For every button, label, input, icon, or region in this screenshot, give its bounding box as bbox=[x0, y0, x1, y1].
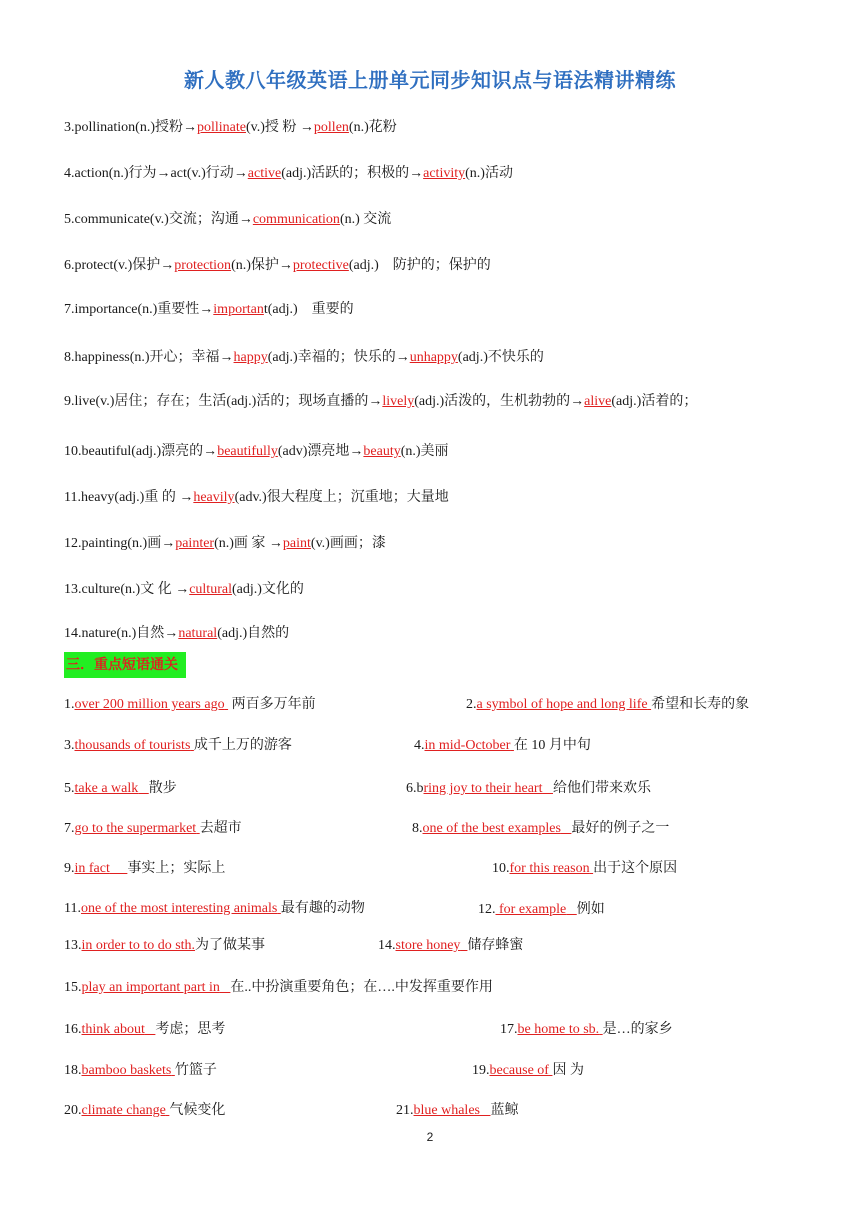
phrase-number: 20. bbox=[64, 1103, 82, 1118]
phrase-english bbox=[75, 861, 128, 876]
phrase-number: 2. bbox=[466, 697, 477, 712]
phrase-english bbox=[75, 781, 149, 796]
phrase-english bbox=[396, 938, 468, 953]
word-form-line bbox=[64, 390, 697, 410]
word-form-text: (n.)画 家 → bbox=[214, 536, 283, 551]
phrase-chinese: 去超市 bbox=[199, 821, 242, 836]
derived-word: lively bbox=[382, 394, 415, 409]
phrase-chinese: 最有趣的动物 bbox=[280, 901, 365, 916]
phrase-english-text: because of bbox=[489, 1063, 549, 1078]
word-form-text: (adv)漂亮地→ bbox=[277, 444, 364, 459]
phrase-chinese: 竹篮子 bbox=[174, 1063, 217, 1078]
phrase-number: 1. bbox=[64, 697, 75, 712]
phrase-english bbox=[423, 821, 572, 836]
word-form-text: (n.)美丽 bbox=[400, 444, 449, 459]
word-form-text: (v.)授 粉 → bbox=[246, 120, 314, 135]
phrase-item bbox=[64, 734, 292, 754]
word-form-text: (adj.)自然的 bbox=[217, 626, 290, 641]
word-form-text: (adj.)文化的 bbox=[231, 582, 304, 597]
word-form-text: (v.)画画；漆 bbox=[310, 536, 386, 551]
phrase-item bbox=[64, 934, 265, 954]
phrase-item bbox=[500, 1018, 673, 1038]
phrase-english-text: climate change bbox=[81, 1103, 166, 1118]
phrase-item bbox=[378, 934, 523, 954]
phrase-number: 18. bbox=[64, 1063, 82, 1078]
phrase-english-text: a symbol of hope and long life bbox=[476, 697, 648, 712]
word-form-text: 4.action(n.)行为→act(v.)行动→ bbox=[64, 166, 248, 181]
word-form-text: 13.culture(n.)文 化 → bbox=[64, 582, 190, 597]
phrase-english-text: for example bbox=[495, 902, 567, 917]
word-form-line bbox=[64, 346, 544, 366]
phrase-english-text: bamboo baskets bbox=[81, 1063, 172, 1078]
word-form-line bbox=[64, 116, 397, 136]
derived-word: protective bbox=[292, 258, 349, 273]
derived-word: natural bbox=[178, 626, 218, 641]
phrase-item bbox=[64, 777, 177, 797]
phrase-item bbox=[64, 1059, 217, 1079]
phrase-english-text: store honey bbox=[395, 938, 461, 953]
phrase-chinese: 成千上万的游客 bbox=[193, 738, 292, 753]
phrase-english-text: in fact bbox=[74, 861, 110, 876]
phrase-item bbox=[414, 734, 591, 754]
phrase-item bbox=[406, 777, 651, 797]
phrase-chinese: 因 为 bbox=[552, 1063, 584, 1078]
derived-word: beautifully bbox=[217, 444, 278, 459]
phrase-item bbox=[64, 1018, 225, 1038]
phrase-chinese: 例如 bbox=[576, 902, 605, 917]
phrase-english bbox=[75, 821, 200, 836]
phrase-number: 17. bbox=[500, 1022, 518, 1037]
word-form-text: (n.)花粉 bbox=[348, 120, 397, 135]
word-form-text: 11.heavy(adj.)重 的 → bbox=[64, 490, 194, 505]
phrase-english bbox=[414, 1103, 491, 1118]
phrase-english-text: for this reason bbox=[509, 861, 590, 876]
phrase-english bbox=[81, 901, 281, 916]
derived-word: communication bbox=[252, 212, 340, 227]
phrase-blank bbox=[138, 781, 149, 796]
phrase-english bbox=[496, 902, 577, 917]
phrase-number: 6.b bbox=[406, 781, 424, 796]
page-number: 2 bbox=[426, 1130, 434, 1144]
phrase-number: 3. bbox=[64, 738, 75, 753]
phrase-english-text: play an important part in bbox=[81, 980, 220, 995]
phrase-chinese: 在 10 月中旬 bbox=[513, 738, 591, 753]
word-form-text: 14.nature(n.)自然→ bbox=[64, 626, 179, 641]
phrase-chinese: 蓝鲸 bbox=[490, 1103, 519, 1118]
word-form-line bbox=[64, 440, 449, 460]
phrase-english-text: one of the most interesting animals bbox=[80, 901, 278, 916]
section-heading: 三．重点短语通关 bbox=[64, 652, 186, 678]
word-form-text: (n.)活动 bbox=[465, 166, 513, 181]
phrase-english bbox=[82, 980, 231, 995]
word-form-line bbox=[64, 208, 391, 228]
page-title: 新人教八年级英语上册单元同步知识点与语法精讲精练 bbox=[184, 68, 676, 92]
phrase-chinese: 为了做某事 bbox=[195, 938, 266, 953]
derived-word: painter bbox=[175, 536, 215, 551]
word-form-text: 8.happiness(n.)开心；幸福→ bbox=[64, 350, 234, 365]
phrase-item bbox=[64, 817, 242, 837]
word-form-text: (adj.)幸福的；快乐的→ bbox=[267, 350, 410, 365]
word-form-text: 3.pollination(n.)授粉→ bbox=[64, 120, 197, 135]
word-form-line bbox=[64, 254, 491, 274]
derived-word: unhappy bbox=[409, 350, 458, 365]
phrase-blank bbox=[110, 861, 128, 876]
word-form-text: t(adj.) 重要的 bbox=[263, 302, 354, 317]
phrase-chinese: 在..中扮演重要角色；在….中发挥重要作用 bbox=[230, 980, 493, 995]
derived-word: activity bbox=[423, 166, 466, 181]
derived-word: pollinate bbox=[197, 120, 246, 135]
phrase-number: 11. bbox=[64, 901, 81, 916]
phrase-item bbox=[492, 857, 677, 877]
phrase-english-text: take a walk bbox=[74, 781, 139, 796]
word-form-line bbox=[64, 298, 354, 318]
phrase-english bbox=[82, 1063, 175, 1078]
derived-word: heavily bbox=[193, 490, 235, 505]
phrase-chinese: 最好的例子之一 bbox=[571, 821, 670, 836]
phrase-english bbox=[424, 781, 553, 796]
phrase-item bbox=[64, 897, 365, 917]
derived-word: alive bbox=[584, 394, 612, 409]
phrase-item bbox=[64, 693, 316, 713]
word-form-text: (adv.)很大程度上；沉重地；大量地 bbox=[234, 490, 449, 505]
phrase-chinese: 给他们带来欢乐 bbox=[552, 781, 651, 796]
phrase-number: 10. bbox=[492, 861, 510, 876]
phrase-item bbox=[64, 857, 225, 877]
phrase-item bbox=[396, 1099, 518, 1119]
phrase-number: 12. bbox=[478, 902, 496, 917]
phrase-english bbox=[477, 697, 652, 712]
derived-word: active bbox=[247, 166, 282, 181]
phrase-chinese: 希望和长寿的象 bbox=[651, 697, 750, 712]
phrase-item bbox=[466, 693, 749, 713]
phrase-english-text: think about bbox=[81, 1022, 145, 1037]
phrase-english-text: in order to to do sth. bbox=[81, 938, 196, 953]
phrase-chinese: 出于这个原因 bbox=[593, 861, 678, 876]
phrase-chinese: 是…的家乡 bbox=[602, 1022, 673, 1037]
phrase-blank bbox=[542, 781, 553, 796]
phrase-number: 7. bbox=[64, 821, 75, 836]
phrase-number: 19. bbox=[472, 1063, 490, 1078]
derived-word: happy bbox=[233, 350, 268, 365]
phrase-item bbox=[412, 817, 669, 837]
phrase-item bbox=[64, 1099, 225, 1119]
phrase-number: 5. bbox=[64, 781, 75, 796]
word-form-text: (n.) 交流 bbox=[339, 212, 392, 227]
word-form-line bbox=[64, 486, 449, 506]
phrase-item bbox=[64, 976, 493, 996]
phrase-english bbox=[82, 938, 196, 953]
word-form-text: 6.protect(v.)保护→ bbox=[64, 258, 175, 273]
word-form-line bbox=[64, 622, 289, 642]
derived-word: pollen bbox=[313, 120, 349, 135]
word-form-line bbox=[64, 162, 513, 182]
word-form-text: 12.painting(n.)画→ bbox=[64, 536, 176, 551]
derived-word: importan bbox=[213, 302, 264, 317]
phrase-blank bbox=[561, 821, 572, 836]
phrase-number: 9. bbox=[64, 861, 75, 876]
word-form-text: (adj.)活着的； bbox=[611, 394, 698, 409]
phrase-number: 13. bbox=[64, 938, 82, 953]
word-form-text: (n.)保护→ bbox=[231, 258, 293, 273]
word-form-line bbox=[64, 578, 304, 598]
word-form-text: (adj.)不快乐的 bbox=[457, 350, 544, 365]
phrase-english-text: ring joy to their heart bbox=[423, 781, 543, 796]
derived-word: protection bbox=[174, 258, 232, 273]
phrase-english-text: over 200 million years ago bbox=[74, 697, 225, 712]
word-form-line bbox=[64, 532, 386, 552]
phrase-number: 4. bbox=[414, 738, 425, 753]
phrase-english bbox=[75, 697, 229, 712]
phrase-english bbox=[518, 1022, 603, 1037]
phrase-blank bbox=[145, 1022, 156, 1037]
word-form-text: 7.importance(n.)重要性→ bbox=[64, 302, 214, 317]
phrase-blank bbox=[480, 1103, 491, 1118]
phrase-english bbox=[82, 1022, 156, 1037]
phrase-item bbox=[478, 898, 605, 918]
phrase-chinese: 散步 bbox=[148, 781, 177, 796]
word-form-text: (adj.)活泼的，生机勃勃的→ bbox=[414, 394, 585, 409]
phrase-english bbox=[75, 738, 194, 753]
phrase-english bbox=[425, 738, 514, 753]
phrase-english bbox=[510, 861, 594, 876]
phrase-chinese: 考虑；思考 bbox=[155, 1022, 226, 1037]
phrase-number: 15. bbox=[64, 980, 82, 995]
word-form-text: 5.communicate(v.)交流；沟通→ bbox=[64, 212, 253, 227]
derived-word: cultural bbox=[189, 582, 232, 597]
word-form-text: 10.beautiful(adj.)漂亮的→ bbox=[64, 444, 218, 459]
phrase-english-text: go to the supermarket bbox=[74, 821, 197, 836]
phrase-chinese: 气候变化 bbox=[169, 1103, 226, 1118]
phrase-english-text: be home to sb. bbox=[517, 1022, 600, 1037]
word-form-text: (adj.)活跃的；积极的→ bbox=[281, 166, 424, 181]
phrase-item bbox=[472, 1059, 584, 1079]
phrase-english-text: in mid-October bbox=[424, 738, 511, 753]
phrase-english-text: one of the best examples bbox=[422, 821, 561, 836]
phrase-chinese: 事实上；实际上 bbox=[127, 861, 226, 876]
phrase-chinese: 两百多万年前 bbox=[228, 697, 316, 712]
phrase-blank bbox=[220, 980, 231, 995]
phrase-english-text: thousands of tourists bbox=[74, 738, 191, 753]
derived-word: beauty bbox=[363, 444, 401, 459]
phrase-blank bbox=[566, 902, 577, 917]
phrase-number: 8. bbox=[412, 821, 423, 836]
phrase-chinese: 储存蜂蜜 bbox=[467, 938, 524, 953]
word-form-text: (adj.) 防护的；保护的 bbox=[348, 258, 491, 273]
phrase-number: 14. bbox=[378, 938, 396, 953]
phrase-english-text: blue whales bbox=[413, 1103, 480, 1118]
phrase-english bbox=[490, 1063, 553, 1078]
phrase-number: 21. bbox=[396, 1103, 414, 1118]
derived-word: paint bbox=[282, 536, 311, 551]
phrase-english bbox=[82, 1103, 170, 1118]
phrase-number: 16. bbox=[64, 1022, 82, 1037]
word-form-text: 9.live(v.)居住；存在；生活(adj.)活的；现场直播的→ bbox=[64, 394, 383, 409]
